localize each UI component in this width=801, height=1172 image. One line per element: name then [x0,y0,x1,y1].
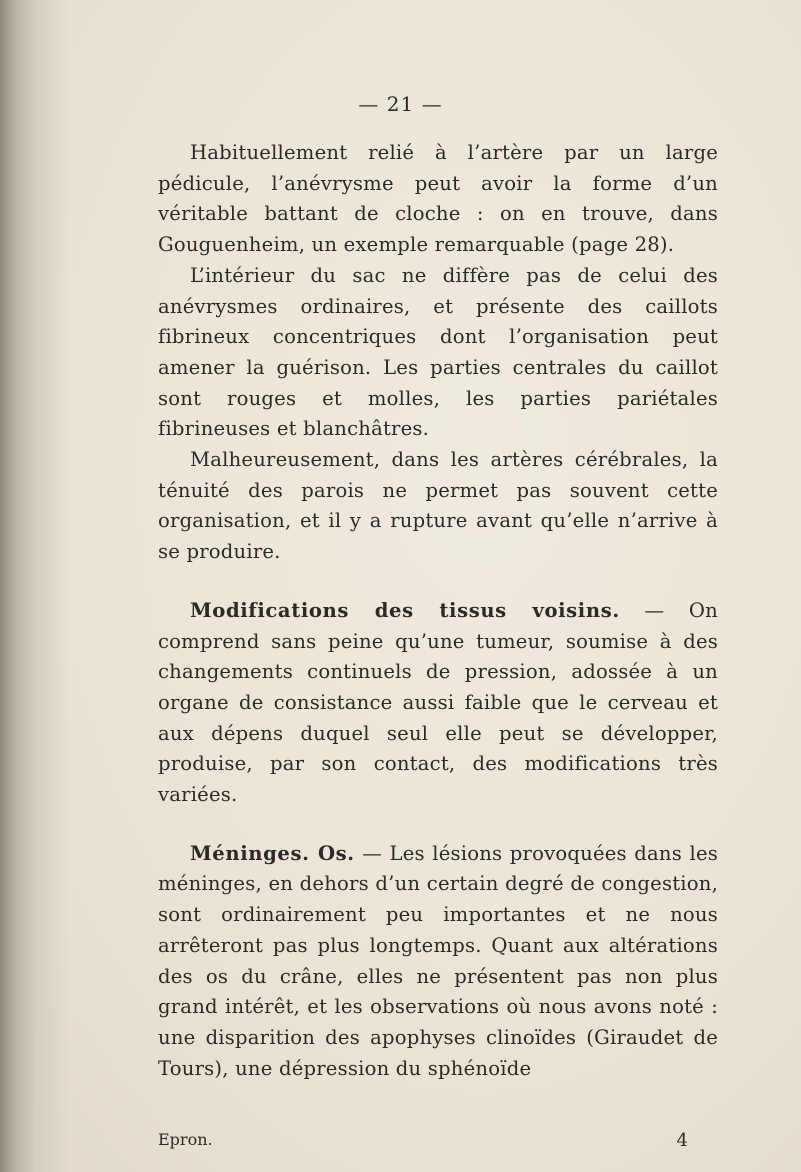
section-modifications [158,596,718,811]
paragraph-3: Malheureusement, dans les artères cérébrales, la ténuité des parois ne permet pas souvent cette organisation, et il y a rupture avant qu’elle n’arrive à se produire. [158,448,718,564]
section-body-modifications: — On comprend sans peine qu’une tumeur, soumise à des changements continuels de pression, adossée à un organe de consistance aussi faible que le cerveau et aux dépens duquel seul elle peut se développer, produise, par son contact, des modifications très variées. [158,598,718,807]
paragraph-1: Habituellement relié à l’artère par un large pédicule, l’anévrysme peut avoir la forme d’un véritable battant de cloche : on en trouve, dans Gouguenheim, un exemple remarquable (page 28). [158,141,718,257]
section-heading-modifications: Modifications des tissus voisins. [190,598,620,622]
section-body-meninges: — Les lésions provoquées dans les méninges, en dehors d’un certain degré de congestion, sont ordinairement peu importantes et ne nous arrêteront pas plus longtemps. Quant aux altérations des os du crâne, elles ne présentent pas non plus grand intérêt, et les observations où nous avons noté : une disparition des apophyses clinoïdes (Giraudet de Tours), une dépression du sphénoïde [158,841,718,1080]
signature-mark: Epron. [158,1130,213,1149]
body-text [158,138,718,1084]
paragraph-2: L’intérieur du sac ne diffère pas de celui des anévrysmes ordinaires, et présente des caillots fibrineux concentriques dont l’organisation peut amener la guérison. Les parties centrales du caillot sont rouges et molles, les parties pariétales fibrineuses et blanchâtres. [158,263,718,441]
section-heading-meninges: Méninges. Os. [190,841,355,865]
page-edge-shadow [0,0,70,1172]
section-meninges [158,839,718,1085]
signature-number: 4 [676,1130,688,1151]
page-number: — 21 — [358,92,443,116]
